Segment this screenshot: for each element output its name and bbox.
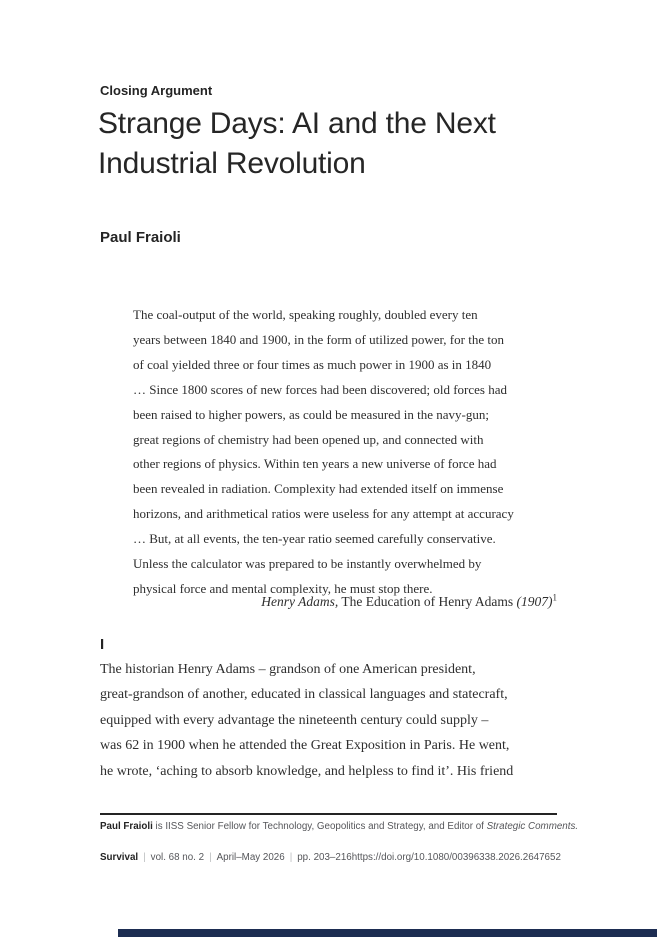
epigraph-line: The coal-output of the world, speaking roughly, doubled every ten bbox=[133, 307, 478, 322]
journal-pages: pp. 203–216 bbox=[297, 852, 352, 863]
journal-issue-date: April–May 2026 bbox=[216, 852, 285, 863]
epigraph-line: great regions of chemistry had been opened up, and connected with bbox=[133, 431, 484, 447]
article-title-line1: Strange Days: AI and the Next bbox=[98, 107, 496, 140]
epigraph-line: physical force and mental complexity, he must stop there. bbox=[133, 580, 433, 596]
body-line: The historian Henry Adams – grandson of one American president, bbox=[100, 662, 476, 677]
journal-volume: vol. 68 no. 2 bbox=[150, 852, 205, 863]
body-line: was 62 in 1900 when he attended the Great Exposition in Paris. He went, bbox=[100, 738, 510, 754]
page-bottom-accent-bar bbox=[118, 929, 657, 937]
doi-link[interactable]: https://doi.org/10.1080/00396338.2026.2647652 bbox=[351, 852, 561, 863]
epigraph-line: been raised to higher powers, as could be measured in the navy-gun; bbox=[133, 406, 489, 422]
author-bio-text: is IISS Senior Fellow for Technology, Geopolitics and Strategy, and Editor of bbox=[152, 821, 487, 832]
body-line: great-grandson of another, educated in classical languages and statecraft, bbox=[100, 687, 508, 703]
epigraph-line: horizons, and arithmetical ratios were useless for any attempt at accuracy bbox=[133, 506, 514, 522]
epigraph-quote bbox=[133, 303, 557, 602]
article-title-line2: Industrial Revolution bbox=[98, 147, 366, 180]
author-bio-footnote bbox=[100, 821, 579, 832]
epigraph-attribution bbox=[133, 594, 557, 610]
footer-separator: | bbox=[209, 852, 212, 863]
footnote-marker: 1 bbox=[552, 592, 557, 603]
author-bio-journal: Strategic Comments. bbox=[486, 821, 579, 832]
body-line: equipped with every advantage the nineteenth century could supply – bbox=[100, 712, 489, 728]
epigraph-line: Unless the calculator was prepared to be instantly overwhelmed by bbox=[133, 556, 482, 572]
footer-separator: | bbox=[289, 852, 293, 863]
epigraph-line: other regions of physics. Within ten years a new universe of force had bbox=[133, 456, 497, 472]
epigraph-line: … But, at all events, the ten-year ratio seemed carefully conservative. bbox=[133, 531, 496, 547]
article-author: Paul Fraioli bbox=[100, 229, 181, 246]
epigraph-line: been revealed in radiation. Complexity had extended itself on immense bbox=[133, 481, 504, 497]
article-title bbox=[98, 104, 496, 184]
footer-separator: | bbox=[143, 852, 146, 863]
journal-name: Survival bbox=[100, 852, 139, 863]
section-heading: I bbox=[100, 636, 105, 653]
epigraph-line: years between 1840 and 1900, in the form of utilized power, for the ton bbox=[133, 331, 504, 347]
attribution-year: (1907) bbox=[516, 594, 553, 609]
attribution-work: The Education of Henry Adams bbox=[338, 594, 517, 609]
journal-citation bbox=[100, 852, 352, 863]
article-kicker: Closing Argument bbox=[100, 83, 213, 98]
body-paragraph bbox=[100, 657, 560, 784]
epigraph-line: of coal yielded three or four times as much power in 1900 as in 1840 bbox=[133, 356, 492, 372]
author-bio-name: Paul Fraioli bbox=[100, 821, 153, 832]
attribution-author: Henry Adams, bbox=[261, 594, 339, 609]
body-line: he wrote, ‘aching to absorb knowledge, and helpless to find it’. His friend bbox=[100, 763, 514, 779]
journal-footer bbox=[100, 852, 561, 863]
footnote-divider-rule bbox=[100, 813, 557, 815]
epigraph-line: … Since 1800 scores of new forces had been discovered; old forces had bbox=[133, 381, 507, 397]
